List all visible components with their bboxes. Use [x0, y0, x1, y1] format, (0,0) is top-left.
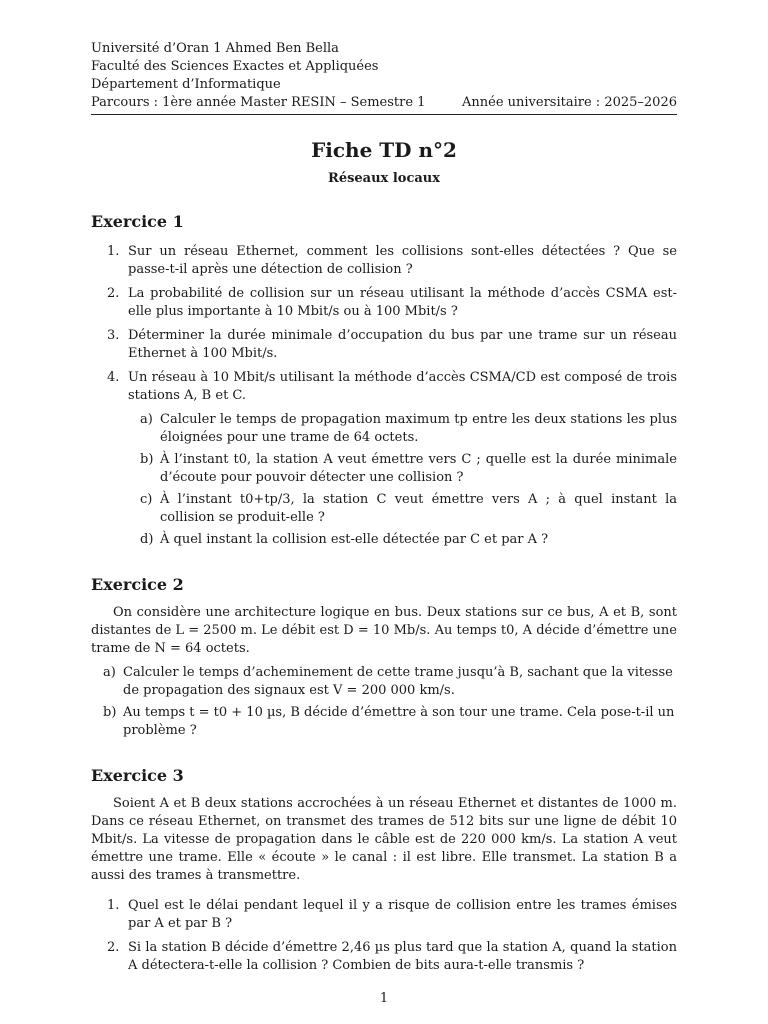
course-path: Parcours : 1ère année Master RESIN – Semestre 1	[91, 95, 426, 110]
item-text: Si la station B décide d’émettre 2,46 µs plus tard que la station A, quand la station A détectera-t-elle la collision ? Combien de bits aura-t-elle transmis ?	[128, 940, 677, 973]
sub-item-label: c)	[140, 492, 153, 507]
sub-item-text: Calculer le temps d’acheminement de cette trame jusqu’à B, sachant que la vitesse de propagation des signaux est V = 200 000 km/s.	[123, 665, 673, 698]
exercise-3-intro: Soient A et B deux stations accrochées à un réseau Ethernet et distantes de 1000 m. Dans ce réseau Ethernet, on transmet des trames de 512 bits sur une ligne de débit 10 Mbit/s. La vitesse de propagation dans le câble est de 220 000 km/s. La station A veut émettre une trame. Elle « écoute » le canal : il est libre. Elle transmet. La station B a aussi des trames à transmettre.	[91, 796, 677, 883]
department-name: Département d’Informatique	[91, 77, 281, 92]
item-text: Un réseau à 10 Mbit/s utilisant la méthode d’accès CSMA/CD est composé de trois stations A, B et C.	[128, 370, 677, 403]
item-number: 1.	[107, 898, 120, 913]
sub-item	[91, 704, 677, 740]
item-text: Quel est le délai pendant lequel il y a risque de collision entre les trames émises par A et par B ?	[128, 898, 677, 931]
item-text: Déterminer la durée minimale d’occupation du bus par une trame sur un réseau Ethernet à 100 Mbit/s.	[128, 328, 677, 361]
list-item	[91, 243, 677, 279]
list-item	[91, 285, 677, 321]
sub-item-text: À l’instant t0+tp/3, la station C veut émettre vers A ; à quel instant la collision se produit-elle ?	[160, 492, 677, 525]
sub-item-text: Calculer le temps de propagation maximum tp entre les deux stations les plus éloignées pour une trame de 64 octets.	[160, 412, 677, 445]
sub-item-label: a)	[103, 665, 116, 680]
exercise-2-questions	[91, 664, 677, 740]
faculty-name: Faculté des Sciences Exactes et Appliquées	[91, 59, 379, 74]
sub-item	[128, 451, 677, 487]
item-text: Sur un réseau Ethernet, comment les collisions sont-elles détectées ? Que se passe-t-il après une détection de collision ?	[128, 244, 677, 277]
sub-item	[128, 411, 677, 447]
sub-item-text: À quel instant la collision est-elle détectée par C et par A ?	[160, 532, 549, 547]
page-number: 1	[379, 991, 389, 1006]
item-number: 2.	[107, 286, 120, 301]
list-item	[91, 327, 677, 363]
exercise-1-title: Exercice 1	[91, 212, 184, 231]
exercise-3-questions	[91, 897, 677, 975]
page-header	[91, 40, 677, 115]
exercise-1-questions	[91, 243, 677, 549]
item-number: 3.	[107, 328, 120, 343]
university-name: Université d’Oran 1 Ahmed Ben Bella	[91, 41, 339, 56]
sub-item	[128, 491, 677, 527]
page-title: Fiche TD n°2	[311, 138, 457, 162]
header-divider	[91, 114, 677, 115]
sub-item-label: d)	[140, 532, 154, 547]
item-number: 4.	[107, 370, 120, 385]
exercise-2-intro: On considère une architecture logique en bus. Deux stations sur ce bus, A et B, sont distantes de L = 2500 m. Le débit est D = 10 Mb/s. Au temps t0, A décide d’émettre une trame de N = 64 octets.	[91, 605, 677, 656]
item-text: La probabilité de collision sur un réseau utilisant la méthode d’accès CSMA est-elle plus importante à 10 Mbit/s ou à 100 Mbit/s ?	[128, 286, 677, 319]
list-item	[91, 897, 677, 933]
exercise-3-title: Exercice 3	[91, 766, 184, 785]
sub-item-label: b)	[103, 705, 117, 720]
sub-item-text: À l’instant t0, la station A veut émettre vers C ; quelle est la durée minimale d’écoute pour pouvoir détecter une collision ?	[160, 452, 677, 485]
sub-questions	[128, 411, 677, 549]
list-item	[91, 369, 677, 549]
exercise-2-title: Exercice 2	[91, 575, 184, 594]
item-number: 2.	[107, 940, 120, 955]
sub-item-text: Au temps t = t0 + 10 µs, B décide d’émettre à son tour une trame. Cela pose-t-il un problème ?	[123, 705, 675, 738]
academic-year: Année universitaire : 2025–2026	[462, 95, 677, 110]
sub-item	[91, 664, 677, 700]
page-subtitle: Réseaux locaux	[328, 171, 440, 186]
sub-item-label: b)	[140, 452, 154, 467]
item-number: 1.	[107, 244, 120, 259]
list-item	[91, 939, 677, 975]
sub-item	[128, 531, 677, 549]
document-page	[91, 40, 677, 981]
sub-item-label: a)	[140, 412, 153, 427]
